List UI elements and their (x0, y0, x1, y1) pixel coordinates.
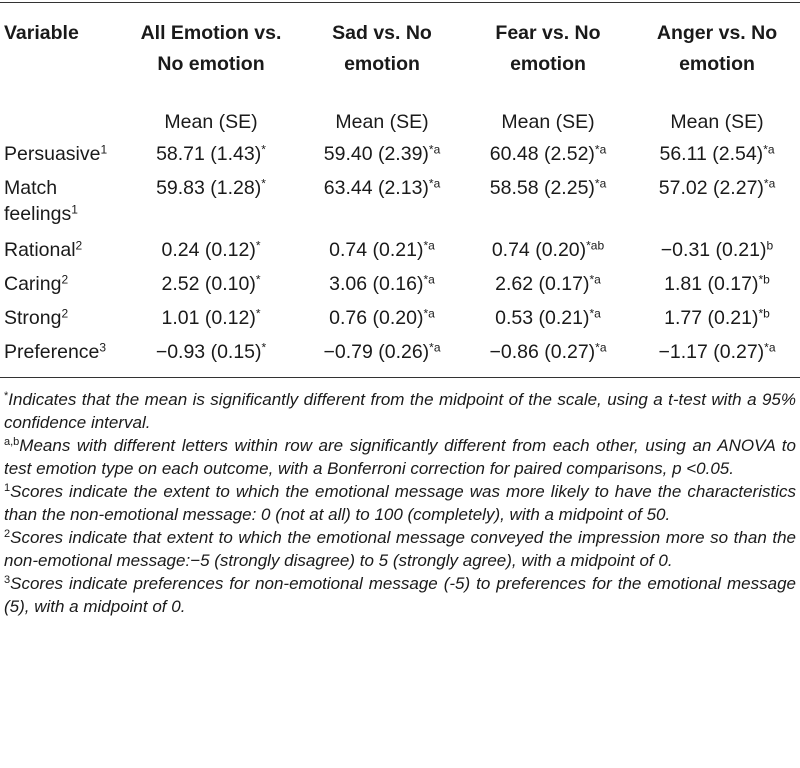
table-cell: 3.06 $(0.16)^{*a}$ (329, 272, 435, 295)
table-cell: 58.71 (1.43)* (156, 142, 266, 165)
table-cell: 0.24 (0.12)* (161, 238, 261, 261)
footnote: *Indicates that the mean is significantly different from the midpoint of the scale, using a t-test with a 95% confidence interval. (4, 389, 796, 432)
header-variable: Variable (4, 22, 79, 44)
table-cell: 58.58 $(2.25)^{*a}$ (489, 176, 607, 199)
footnote: $^2$Scores indicate that extent to which the emotional message conveyed the impression more so than the non-emotional message:−5 (strongly disagree) to 5 (strongly agree), with a midpoint of 0. (4, 527, 796, 570)
table-footnotes (4, 388, 796, 618)
subheader-mean-se: Mean (SE) (335, 111, 429, 133)
header-anger (634, 18, 800, 80)
table-top-rule (0, 2, 800, 3)
row-label: Persuasive$^1$ (4, 142, 108, 165)
subheader-mean-se: Mean (SE) (501, 111, 595, 133)
row-label: Strong$^2$ (4, 306, 69, 329)
table-cell: 59.83 (1.28)* (156, 176, 266, 199)
subheader-mean-se: Mean (SE) (670, 111, 764, 133)
table-cell: 56.11 $(2.54)^{*a}$ (659, 142, 775, 165)
row-label: Rational$^2$ (4, 238, 83, 261)
table-cell: 59.40 $(2.39)^{*a}$ (323, 142, 441, 165)
table-cell: −1.17 $(0.27)^{*a}$ (658, 340, 776, 363)
table-cell: 1.81 $(0.17)^{*b}$ (664, 272, 770, 295)
table-cell: 2.52 (0.10)* (161, 272, 261, 295)
header-fear (470, 18, 626, 80)
footnote: $^{a,b}$Means with different letters within row are significantly different from each other, using an ANOVA to test emotion type on each outcome, with a Bonferroni correction for paired comparisons, p <0.05. (4, 435, 796, 478)
header-line: No emotion (157, 53, 265, 75)
table-cell: −0.79 $(0.26)^{*a}$ (323, 340, 441, 363)
table-cell: 1.77 $(0.21)^{*b}$ (664, 306, 770, 329)
table-cell: 63.44 $(2.13)^{*a}$ (323, 176, 441, 199)
footnote: $^1$Scores indicate the extent to which the emotional message was more likely to have the characteristics than the non-emotional message: 0 (not at all) to 100 (completely), with a midpoint of 50. (4, 481, 796, 524)
table-cell: −0.86 $(0.27)^{*a}$ (489, 340, 607, 363)
table-cell: 60.48 $(2.52)^{*a}$ (489, 142, 607, 165)
header-all-emotion (118, 18, 304, 80)
header-sad (304, 18, 460, 80)
footnote: $^3$Scores indicate preferences for non-emotional message (-5) to preferences for the emotional message (5), with a midpoint of 0. (4, 573, 796, 616)
header-line: Anger vs. No (656, 22, 778, 44)
table-cell: −0.31 $(0.21)^b$ (660, 238, 774, 261)
header-line: emotion (510, 53, 586, 75)
row-label: Match feelings$^1$ (4, 177, 78, 225)
table-cell: 57.02 $(2.27)^{*a}$ (658, 176, 776, 199)
table-cell: −0.93 (0.15)* (155, 340, 267, 363)
header-line: emotion (679, 53, 755, 75)
header-line: Fear vs. No (495, 22, 601, 44)
header-line: emotion (344, 53, 420, 75)
table-cell: 0.76 $(0.20)^{*a}$ (329, 306, 435, 329)
row-label: Caring$^2$ (4, 272, 69, 295)
table-cell: 2.62 $(0.17)^{*a}$ (495, 272, 601, 295)
header-line: Sad vs. No (332, 22, 432, 44)
table-cell: 0.74 $(0.20)^{*ab}$ (491, 238, 605, 261)
table-cell: 0.74 $(0.21)^{*a}$ (329, 238, 435, 261)
table-cell: 0.53 $(0.21)^{*a}$ (495, 306, 601, 329)
table-bottom-rule (0, 377, 800, 378)
subheader-mean-se: Mean (SE) (164, 111, 258, 133)
row-label: Preference$^3$ (4, 340, 107, 363)
table-cell: 1.01 (0.12)* (161, 306, 261, 329)
header-line: All Emotion vs. (140, 22, 282, 44)
